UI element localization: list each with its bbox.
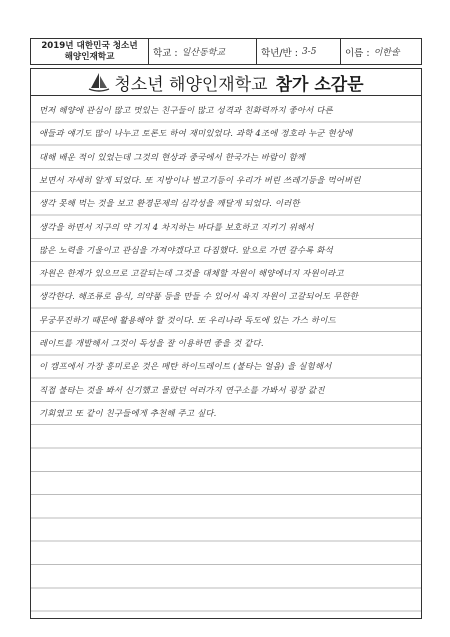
page-title [30,68,422,96]
essay-line: 생각 못해 먹는 것을 보고 환경문제의 심각성을 깨달게 되었다. 이러한 [39,198,300,209]
title-heading: 참가 소감문 [275,74,364,95]
name-label: 이름 : [345,47,370,59]
essay-line: 레이트를 개발해서 그것이 독성을 잘 이용하면 좋을 것 같다. [39,338,264,348]
essay-line: 직접 불타는 것을 봐서 신기했고 몰랐던 여러가지 연구소를 가봐서 굉장 값진 [39,384,325,395]
grade-cell [257,39,341,64]
essay-line: 자원은 한계가 있으므로 고갈되는데 그것을 대체할 자원이 해양에너지 자원이라고 [39,268,344,279]
school-value: 일산동학교 [181,48,226,58]
essay-line: 기회였고 또 같이 친구들에게 추천해 주고 싶다. [39,407,217,418]
info-header [30,38,422,65]
title-school-name: 청소년 해양인재학교 [114,74,268,95]
event-name-line1: 2019년 대한민국 청소년 [41,40,138,51]
essay-line: 먼저 해양에 관심이 많고 멋있는 친구들이 많고 성격과 친화력까지 좋아서 다른 [39,105,333,115]
sailboat-logo-icon [88,72,110,92]
lined-paper [30,96,422,619]
name-value: 이한솔 [373,48,400,58]
grade-value: 3-5 [301,46,317,57]
essay-line: 생각한다. 해조류로 음식, 의약품 등을 만들 수 있어서 육지 자원이 고갈되어도 무한한 [39,291,359,302]
essay-line: 대해 배운 적이 있었는데 그것의 현상과 중국에서 한국가는 바람이 함께 [39,151,306,162]
event-name-cell [31,39,149,64]
name-cell [341,39,421,64]
essay-line: 무궁무진하기 때문에 활용해야 할 것이다. 또 우리나라 독도에 있는 가스 하이드 [39,314,336,325]
event-name-line2: 해양인재학교 [64,51,115,62]
essay-line: 애들과 얘기도 많이 나누고 토론도 하여 재미있었다. 과학 4조에 정호라 누군 현상에 [39,128,353,139]
grade-label: 학년/반 : [261,47,298,59]
essay-line: 많은 노력을 기울이고 관심을 가져야겠다고 다짐했다. 앞으로 가면 갈수록 화석 [39,244,333,255]
essay-line: 이 캠프에서 가장 흥미로운 것은 메탄 하이드레이트 (불타는 얼음) 을 실험해서 [39,361,332,372]
school-label: 학교 : [153,47,178,59]
essay-line: 생각을 하면서 지구의 약 기지 4 차지하는 바다를 보호하고 지키기 위해서 [39,221,314,232]
essay-line: 보면서 자세히 알게 되었다. 또 지방이나 벌고기등이 우리가 버린 쓰레기등을 먹어버린 [39,174,361,185]
school-cell [149,39,257,64]
